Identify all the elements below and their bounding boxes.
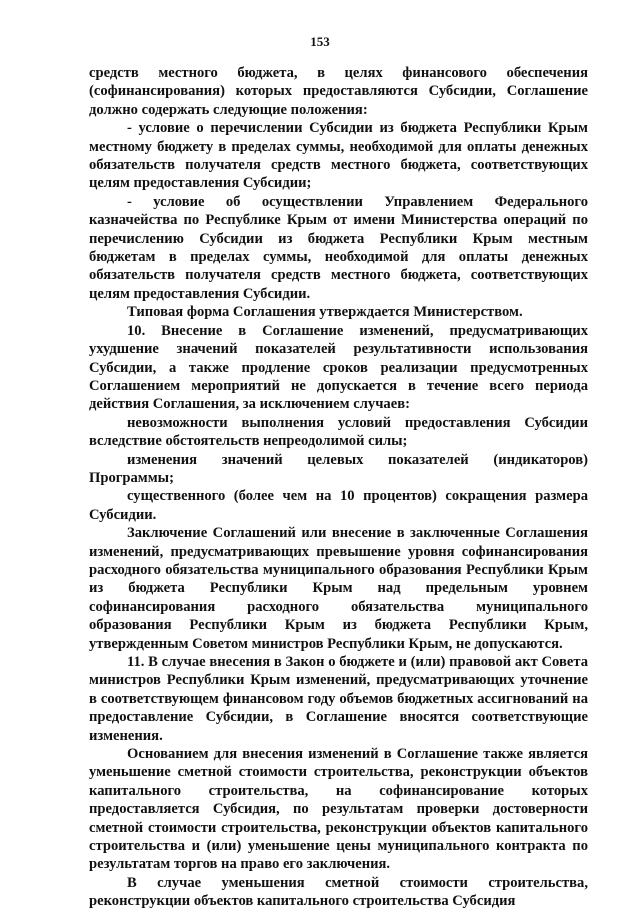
- paragraph-3: - условие об осуществлении Управлением Федерального казначейства по Республике Крым от имени Министерства операций по перечислению Субсидии из бюджета Республики Крым местным бюджетам в пределах суммы, необходимой для оплаты денежных обязательств получателя средств местного бюджета, соответствующих целям предоставления Субсидии.: [89, 193, 588, 302]
- paragraph-7: изменения значений целевых показателей (индикаторов) Программы;: [89, 451, 588, 486]
- page-number: 153: [310, 34, 330, 49]
- paragraph-9: Заключение Соглашений или внесение в заключенные Соглашения изменений, предусматривающих превышение уровня софинансирования расходного обязательства муниципального образования Республики Крым из бюджета Республики Крым над предельным уровнем софинансирования расходного обязательства муниципального образования Республики Крым из бюджета Республики Крым, утвержденным Советом министров Республики Крым, не допускаются.: [89, 525, 588, 652]
- document-body: [89, 64, 588, 911]
- paragraph-6: невозможности выполнения условий предоставления Субсидии вследствие обстоятельств непреодолимой силы;: [89, 414, 588, 450]
- paragraph-8: существенного (более чем на 10 процентов) сокращения размера Субсидии.: [89, 488, 588, 523]
- paragraph-2: - условие о перечислении Субсидии из бюджета Республики Крым местному бюджету в пределах суммы, необходимой для оплаты денежных обязательств получателя средств местного бюджета, соответствующих целям предоставления Субсидии;: [89, 120, 588, 192]
- paragraph-4: Типовая форма Соглашения утверждается Министерством.: [127, 304, 523, 321]
- paragraph-5: 10. Внесение в Соглашение изменений, предусматривающих ухудшение значений показателей результативности использования Субсидии, а также продление сроков реализации предусмотренных Соглашением мероприятий не допускается в течение всего периода действия Соглашения, за исключением случаев:: [89, 322, 588, 413]
- paragraph-10: 11. В случае внесения в Закон о бюджете и (или) правовой акт Совета министров Республики Крым изменений, предусматривающих уточнение в соответствующем финансовом году объемов бюджетных ассигнований на предоставление Субсидии, в Соглашение вносятся соответствующие изменения.: [89, 654, 588, 744]
- paragraph-12: В случае уменьшения сметной стоимости строительства, реконструкции объектов капитального строительства Субсидия: [89, 874, 588, 910]
- paragraph-11: Основанием для внесения изменений в Соглашение также является уменьшение сметной стоимости строительства, реконструкции объектов капитального строительства, на софинансирование которых предоставляется Субсидия, по результатам проверки достоверности сметной стоимости строительства, реконструкции объектов капитального строительства и (или) уменьшение цены муниципального контракта по результатам торгов на право его заключения.: [89, 746, 588, 873]
- paragraph-1: средств местного бюджета, в целях финансового обеспечения (софинансирования) которых предоставляются Субсидии, Соглашение должно содержать следующие положения:: [89, 65, 588, 118]
